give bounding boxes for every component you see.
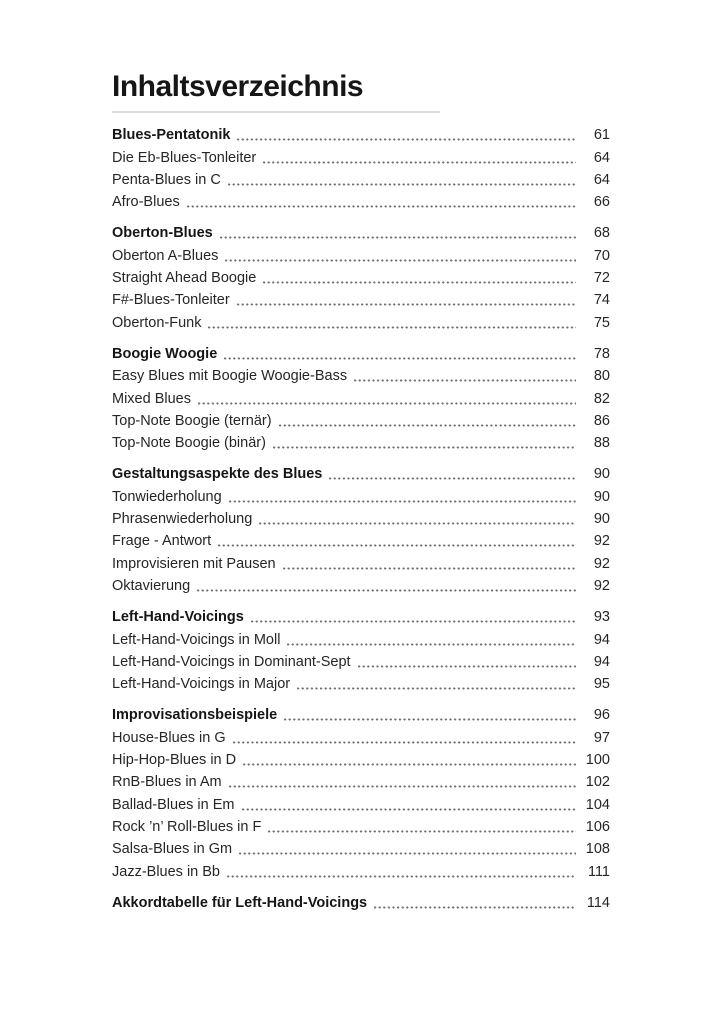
toc-entry-row (112, 650, 610, 672)
toc-entry-label: Rock ’n’ Roll-Blues in F (112, 818, 262, 835)
page-title: Inhaltsverzeichnis (112, 70, 364, 103)
toc-header-label: Oberton-Blues (112, 225, 213, 242)
toc-header-label: Boogie Woogie (112, 345, 218, 362)
toc-header-label: Left-Hand-Voicings (112, 609, 244, 626)
toc-entry-page: 88 (593, 435, 610, 452)
toc-entry-page: 100 (585, 752, 610, 769)
toc-header-row (112, 123, 610, 145)
toc-entry-row (112, 748, 610, 770)
toc-entry-row (112, 627, 610, 649)
dot-leader (242, 808, 577, 811)
toc-header-page: 114 (586, 894, 610, 911)
dot-leader (187, 205, 576, 208)
toc-header-page: 61 (593, 127, 610, 144)
toc-entry-row (112, 409, 610, 431)
toc-section (112, 605, 610, 694)
toc-entry-page: 64 (593, 149, 610, 166)
toc-entry-row (112, 364, 610, 386)
dot-leader (237, 303, 576, 306)
dot-leader (268, 830, 576, 833)
dot-leader (239, 852, 576, 855)
toc-entry-page: 80 (593, 368, 610, 385)
toc-entry-row (112, 672, 610, 694)
toc-section (112, 123, 610, 212)
toc-entry-label: Salsa-Blues in Gm (112, 841, 233, 858)
toc-entry-label: Top-Note Boogie (binär) (112, 435, 266, 452)
title-rule (112, 111, 440, 113)
toc-list (112, 123, 610, 913)
toc-entry-row (112, 145, 610, 167)
dot-leader (229, 500, 576, 503)
dot-leader (259, 522, 576, 525)
dot-leader (197, 589, 576, 592)
dot-leader (374, 906, 576, 909)
toc-entry-label: Hip-Hop-Blues in D (112, 752, 237, 769)
toc-header-row (112, 703, 610, 725)
toc-entry-page: 106 (585, 818, 610, 835)
toc-entry-label: Jazz-Blues in Bb (112, 863, 220, 880)
toc-entry-page: 90 (593, 488, 610, 505)
toc-header-page: 93 (593, 609, 610, 626)
dot-leader (208, 326, 576, 329)
toc-entry-label: Frage - Antwort (112, 533, 212, 550)
toc-header-page: 90 (593, 466, 610, 483)
toc-entry-label: Easy Blues mit Boogie Woogie-Bass (112, 368, 348, 385)
dot-leader (229, 785, 576, 788)
dot-leader (198, 402, 576, 405)
toc-entry-page: 82 (593, 390, 610, 407)
toc-section (112, 342, 610, 453)
toc-entry-label: Top-Note Boogie (ternär) (112, 412, 272, 429)
toc-header-page: 78 (593, 345, 610, 362)
toc-entry-label: Oberton A-Blues (112, 247, 219, 264)
dot-leader (329, 477, 576, 480)
toc-header-page: 96 (593, 707, 610, 724)
toc-entry-row (112, 266, 610, 288)
toc-entry-label: Left-Hand-Voicings in Major (112, 676, 291, 693)
dot-leader (297, 687, 576, 690)
dot-leader (251, 620, 576, 623)
toc-entry-row (112, 837, 610, 859)
toc-entry-label: Tonwiederholung (112, 488, 222, 505)
toc-entry-page: 75 (593, 314, 610, 331)
dot-leader (237, 138, 576, 141)
dot-leader (287, 643, 576, 646)
toc-header-row (112, 221, 610, 243)
toc-entry-page: 92 (593, 577, 610, 594)
toc-header-row (112, 891, 610, 913)
toc-entry-row (112, 507, 610, 529)
dot-leader (273, 446, 576, 449)
toc-section (112, 891, 610, 913)
toc-entry-label: Afro-Blues (112, 194, 180, 211)
toc-entry-page: 72 (593, 270, 610, 287)
toc-entry-page: 94 (593, 653, 610, 670)
toc-section (112, 462, 610, 596)
toc-entry-page: 111 (587, 863, 610, 880)
toc-header-page: 68 (593, 225, 610, 242)
toc-entry-row (112, 431, 610, 453)
toc-entry-page: 95 (593, 676, 610, 693)
toc-entry-page: 92 (593, 555, 610, 572)
toc-entry-page: 74 (593, 292, 610, 309)
toc-entry-row (112, 243, 610, 265)
toc-entry-row (112, 310, 610, 332)
toc-entry-row (112, 574, 610, 596)
toc-entry-row (112, 770, 610, 792)
toc-entry-page: 104 (585, 796, 610, 813)
toc-entry-row (112, 386, 610, 408)
toc-header-label: Gestaltungsaspekte des Blues (112, 466, 323, 483)
toc-entry-row (112, 168, 610, 190)
toc-entry-page: 66 (593, 194, 610, 211)
dot-leader (218, 544, 576, 547)
toc-entry-page: 64 (593, 171, 610, 188)
toc-entry-label: Improvisieren mit Pausen (112, 555, 276, 572)
toc-entry-page: 90 (593, 511, 610, 528)
dot-leader (225, 259, 576, 262)
toc-entry-label: Straight Ahead Boogie (112, 270, 257, 287)
toc-entry-page: 97 (593, 729, 610, 746)
dot-leader (224, 357, 576, 360)
toc-entry-label: Phrasenwiederholung (112, 511, 253, 528)
toc-entry-row (112, 792, 610, 814)
dot-leader (243, 763, 576, 766)
toc-entry-row (112, 859, 610, 881)
toc-header-row (112, 605, 610, 627)
toc-entry-label: Left-Hand-Voicings in Moll (112, 631, 281, 648)
toc-entry-row (112, 190, 610, 212)
toc-entry-row (112, 725, 610, 747)
dot-leader (283, 567, 576, 570)
toc-header-row (112, 462, 610, 484)
toc-entry-page: 94 (593, 631, 610, 648)
dot-leader (227, 875, 576, 878)
toc-entry-row (112, 484, 610, 506)
dot-leader (220, 236, 576, 239)
dot-leader (263, 281, 576, 284)
toc-entry-label: F#-Blues-Tonleiter (112, 292, 230, 309)
toc-header-row (112, 342, 610, 364)
toc-entry-label: Mixed Blues (112, 390, 191, 407)
toc-entry-row (112, 815, 610, 837)
dot-leader (279, 424, 576, 427)
toc-section (112, 703, 610, 881)
toc-section (112, 221, 610, 332)
toc-entry-label: Left-Hand-Voicings in Dominant-Sept (112, 653, 351, 670)
dot-leader (354, 379, 576, 382)
toc-entry-label: House-Blues in G (112, 729, 226, 746)
toc-entry-row (112, 529, 610, 551)
dot-leader (284, 718, 576, 721)
toc-entry-label: Oberton-Funk (112, 314, 202, 331)
toc-entry-page: 70 (593, 247, 610, 264)
dot-leader (233, 741, 576, 744)
toc-entry-page: 102 (585, 774, 610, 791)
toc-header-label: Blues-Pentatonik (112, 127, 231, 144)
toc-entry-row (112, 551, 610, 573)
dot-leader (263, 161, 576, 164)
toc-entry-page: 86 (593, 412, 610, 429)
toc-entry-label: Die Eb-Blues-Tonleiter (112, 149, 257, 166)
toc-entry-label: Ballad-Blues in Em (112, 796, 235, 813)
toc-entry-label: RnB-Blues in Am (112, 774, 222, 791)
toc-header-label: Improvisationsbeispiele (112, 707, 278, 724)
dot-leader (358, 665, 576, 668)
toc-entry-label: Penta-Blues in C (112, 171, 221, 188)
toc-entry-label: Oktavierung (112, 577, 191, 594)
toc-header-label: Akkordtabelle für Left-Hand-Voicings (112, 894, 368, 911)
toc-entry-page: 108 (585, 841, 610, 858)
dot-leader (228, 183, 576, 186)
toc-entry-page: 92 (593, 533, 610, 550)
toc-entry-row (112, 288, 610, 310)
